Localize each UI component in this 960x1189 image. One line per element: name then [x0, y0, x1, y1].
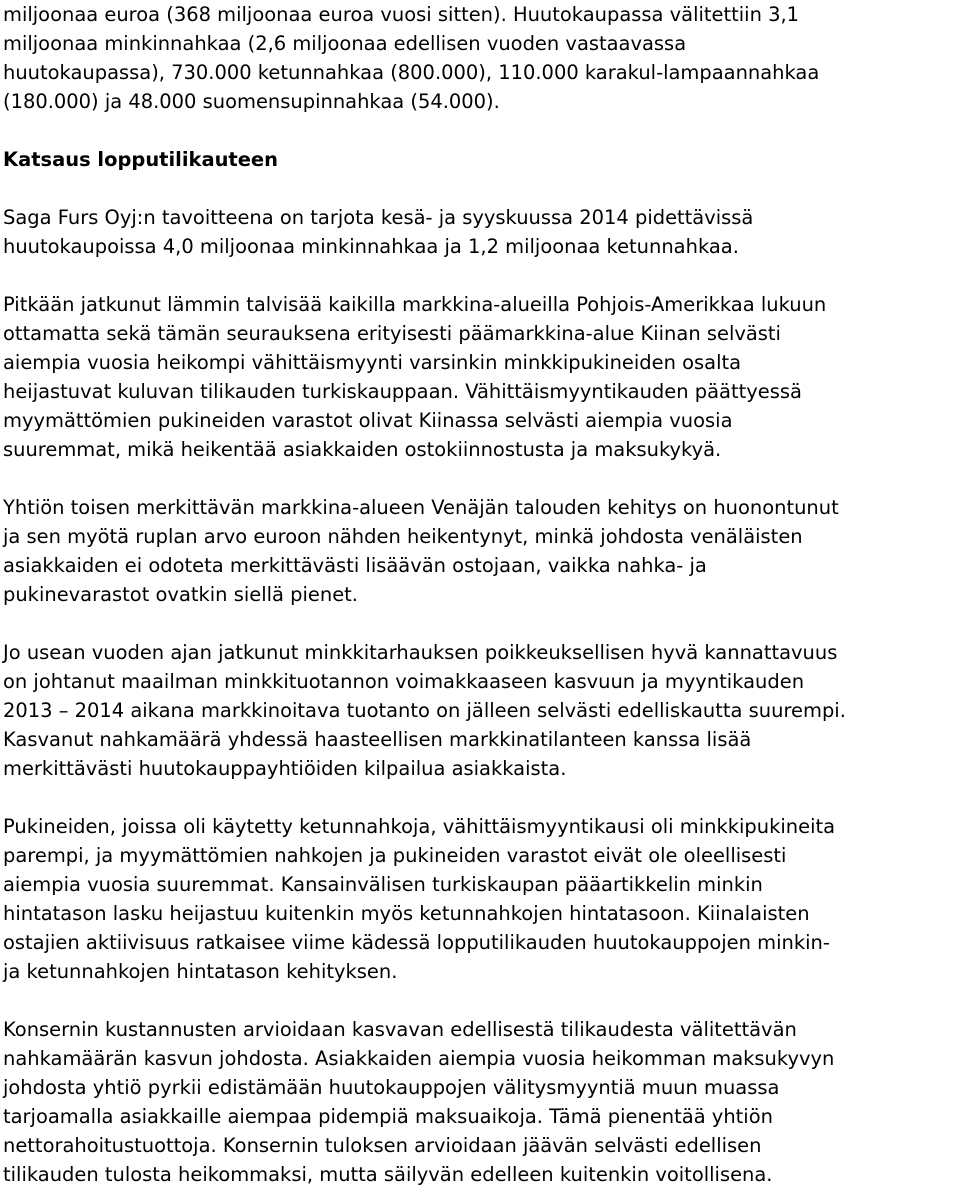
text-line: ostajien aktiivisuus ratkaisee viime kädessä lopputilikauden huutokauppojen minkin- [3, 931, 830, 954]
text-line: Yhtiön toisen merkittävän markkina-alueen Venäjän talouden kehitys on huonontunut [3, 496, 839, 519]
spacer [3, 464, 958, 493]
text-line: heijastuvat kuluvan tilikauden turkiskauppaan. Vähittäismyyntikauden päättyessä [3, 380, 802, 403]
text-line: on johtanut maailman minkkituotannon voimakkaaseen kasvuun ja myyntikauden [3, 670, 805, 693]
text-line: ja sen myötä ruplan arvo euroon nähden heikentynyt, minkä johdosta venäläisten [3, 525, 803, 548]
text-line: tilikauden tulosta heikommaksi, mutta säilyvän edelleen kuitenkin voitollisena. [3, 1163, 773, 1186]
text-line: Konsernin kustannusten arvioidaan kasvavan edellisestä tilikaudesta välitettävän [3, 1018, 797, 1041]
text-line: aiempia vuosia suuremmat. Kansainvälisen turkiskaupan pääartikkelin minkin [3, 873, 763, 896]
section-heading-block [3, 145, 958, 174]
text-line: suuremmat, mikä heikentää asiakkaiden ostokiinnostusta ja maksukykyä. [3, 438, 722, 461]
paragraph-3 [3, 493, 958, 609]
spacer [3, 986, 958, 1015]
paragraph-5 [3, 812, 958, 986]
text-line: miljoonaa minkinnahkaa (2,6 miljoonaa edellisen vuoden vastaavassa [3, 32, 687, 55]
text-line: Kasvanut nahkamäärä yhdessä haasteellisen markkinatilanteen kanssa lisää [3, 728, 752, 751]
text-line: ottamatta sekä tämän seurauksena erityisesti päämarkkina-alue Kiinan selvästi [3, 322, 781, 345]
paragraph-2 [3, 290, 958, 464]
text-line: merkittävästi huutokauppayhtiöiden kilpailua asiakkaista. [3, 757, 567, 780]
spacer [3, 261, 958, 290]
text-line: Pitkään jatkunut lämmin talvisää kaikilla markkina-alueilla Pohjois-Amerikkaa lukuun [3, 293, 827, 316]
text-line: parempi, ja myymättömien nahkojen ja pukineiden varastot eivät ole oleellisesti [3, 844, 787, 867]
text-line: huutokaupassa), 730.000 ketunnahkaa (800.000), 110.000 karakul-lampaannahkaa [3, 61, 820, 84]
paragraph-1 [3, 203, 958, 261]
text-line: hintatason lasku heijastuu kuitenkin myös ketunnahkojen hintatasoon. Kiinalaisten [3, 902, 810, 925]
spacer [3, 174, 958, 203]
text-line: aiempia vuosia heikompi vähittäismyynti varsinkin minkkipukineiden osalta [3, 351, 742, 374]
paragraph-4 [3, 638, 958, 783]
text-line: tarjoamalla asiakkaille aiempaa pidempiä maksuaikoja. Tämä pienentää yhtiön [3, 1105, 773, 1128]
spacer [3, 783, 958, 812]
spacer [3, 609, 958, 638]
text-line: nahkamäärän kasvun johdosta. Asiakkaiden aiempia vuosia heikomman maksukyvyn [3, 1047, 835, 1070]
text-line: (180.000) ja 48.000 suomensupinnahkaa (54.000). [3, 90, 500, 113]
intro-paragraph [3, 0, 958, 116]
text-line: 2013 – 2014 aikana markkinoitava tuotanto on jälleen selvästi edelliskautta suurempi. [3, 699, 846, 722]
document-page [3, 0, 958, 1189]
spacer [3, 116, 958, 145]
text-line: Pukineiden, joissa oli käytetty ketunnahkoja, vähittäismyyntikausi oli minkkipukineita [3, 815, 836, 838]
text-line: huutokaupoissa 4,0 miljoonaa minkinnahkaa ja 1,2 miljoonaa ketunnahkaa. [3, 235, 739, 258]
text-line: Saga Furs Oyj:n tavoitteena on tarjota kesä- ja syyskuussa 2014 pidettävissä [3, 206, 754, 229]
text-line: johdosta yhtiö pyrkii edistämään huutokauppojen välitysmyyntiä muun muassa [3, 1076, 780, 1099]
text-line: nettorahoitustuottoja. Konsernin tuloksen arvioidaan jäävän selvästi edellisen [3, 1134, 762, 1157]
text-line: miljoonaa euroa (368 miljoonaa euroa vuosi sitten). Huutokaupassa välitettiin 3,1 [3, 3, 800, 26]
text-line: ja ketunnahkojen hintatason kehityksen. [3, 960, 398, 983]
text-line: pukinevarastot ovatkin siellä pienet. [3, 583, 358, 606]
text-line: asiakkaiden ei odoteta merkittävästi lisäävän ostojaan, vaikka nahka- ja [3, 554, 707, 577]
text-line: myymättömien pukineiden varastot olivat Kiinassa selvästi aiempia vuosia [3, 409, 733, 432]
text-line: Jo usean vuoden ajan jatkunut minkkitarhauksen poikkeuksellisen hyvä kannattavuus [3, 641, 838, 664]
paragraph-6 [3, 1015, 958, 1189]
section-heading: Katsaus lopputilikauteen [3, 148, 278, 171]
